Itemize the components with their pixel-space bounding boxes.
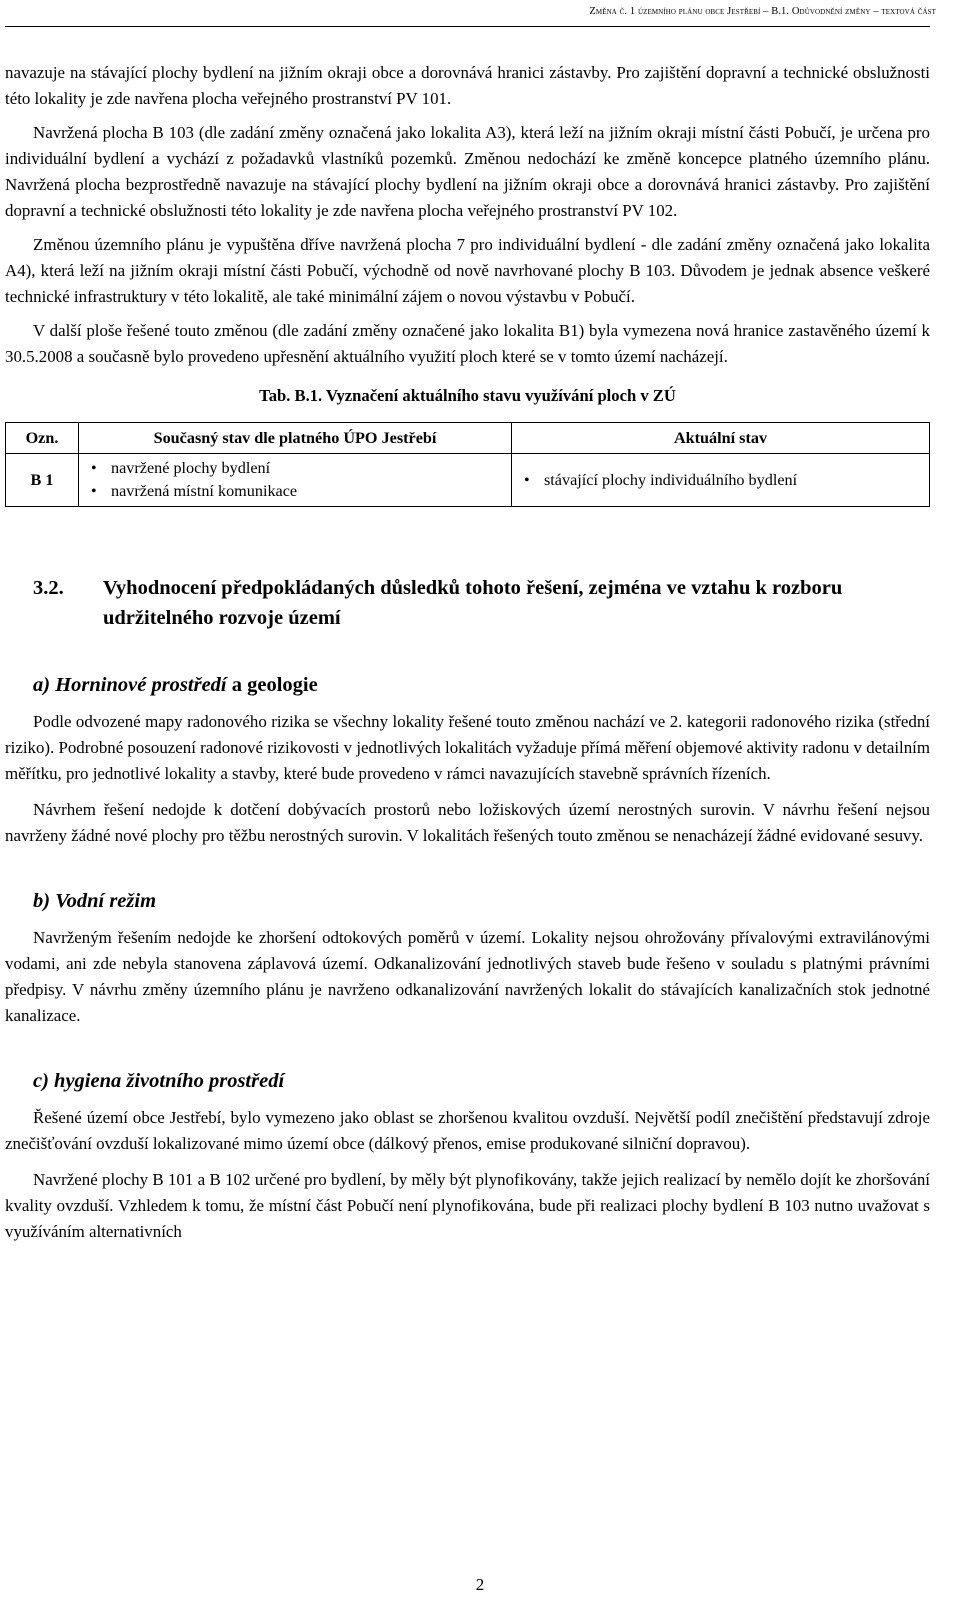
paragraph-removed-plot: Změnou územního plánu je vypuštěna dříve navržená plocha 7 pro individuální bydlení - dle zadání změny označená jako lokalita A4), která leží na jižním okraji místní části Pobučí, východně od nově navrhované plochy B 103. Důvodem je jednak absence veškeré technické infrastruktury v této lokalitě, ale také minimální zájem o novou výstavbu v Pobučí. (5, 235, 930, 306)
list-item: • navržené plochy bydlení (85, 457, 505, 480)
subsection-heading-a (33, 671, 930, 699)
paragraph-b1-boundary: V další ploše řešené touto změnou (dle zadání změny označené jako lokalita B1) byla vymezena nová hranice zastavěného území k 30.5.2008 a současně bylo provedeno upřesnění aktuálního využití ploch které se v tomto území nacházejí. (5, 321, 930, 366)
table-cell-current (79, 454, 512, 507)
running-header: Změna č. 1 územního plánu obce Jestřebí – B.1. Odůvodnění změny – textová část (589, 6, 936, 17)
subsection-title-a: a) Horninové prostředí (33, 674, 227, 696)
paragraph-water: Navrženým řešením nedojde ke zhoršení odtokových poměrů v území. Lokality nejsou ohrožovány přívalovými extravilánovými vodami, ani zde nebyla stanovena záplavová území. Odkanalizování jednotlivých staveb bude řešeno v souladu s platnými právními předpisy. V návrhu změny územního plánu je navrženo odkanalizování navržených lokalit do stávajících kanalizačních stok jednotné kanalizace. (5, 928, 930, 1025)
subsection-heading-c: c) hygiena životního prostředí (33, 1070, 285, 1092)
table-header-code: Ozn. (6, 423, 79, 454)
list-item: • navržená místní komunikace (85, 480, 505, 503)
subsection-title-a-suffix: a geologie (226, 674, 318, 696)
paragraph-mining: Návrhem řešení nedojde k dotčení dobývacích prostorů nebo ložiskových území nerostných surovin. V návrhu řešení nejsou navrženy žádné nové plochy pro těžbu nerostných surovin. V lokalitách řešených touto změnou se nenacházejí žádné evidované sesuvy. (5, 800, 930, 845)
table-cell-actual (512, 454, 930, 507)
paragraph-air-quality: Řešené území obce Jestřebí, bylo vymezeno jako oblast se zhoršenou kvalitou ovzduší. Největší podíl znečištění představují zdroje znečišťování ovzduší lokalizované mimo území obce (dálkový přenos, emise produkované silniční dopravou). (5, 1108, 930, 1153)
subsection-heading-b: b) Vodní režim (33, 890, 157, 912)
table-cell-code: B 1 (6, 454, 79, 507)
paragraph-radon: Podle odvozené mapy radonového rizika se všechny lokality řešené touto změnou nachází ve 2. kategorii radonového rizika (střední riziko). Podrobné posouzení radonové rizikovosti v jednotlivých lokalitách vyžaduje přímá měření objemové aktivity radonu v detailním měřítku, pro jednotlivé lokality a stavby, které bude provedeno v rámci navazujících stavebně správních řízeních. (5, 712, 930, 783)
section-heading (5, 573, 930, 633)
table-header-current: Současný stav dle platného ÚPO Jestřebí (79, 423, 512, 454)
paragraph-gasification: Navržené plochy B 101 a B 102 určené pro bydlení, by měly být plynofikovány, takže jejich realizací by nemělo dojít ke zhoršování kvality ovzduší. Vzhledem k tomu, že místní část Pobučí není plynofikována, bude při realizaci plochy bydlení B 103 nutno uvažovat s využíváním alternativních (5, 1170, 930, 1241)
page-number: 2 (475, 1575, 485, 1594)
paragraph-pv101: navazuje na stávající plochy bydlení na jižním okraji obce a dorovnává hranici zástavby. Pro zajištění dopravní a technické obslužnosti této lokality je zde navřena plocha veřejného prostranství PV 101. (5, 63, 930, 108)
land-use-table (5, 422, 930, 507)
section-number: 3.2. (33, 577, 64, 599)
list-item: • stávající plochy individuálního bydlení (518, 469, 923, 492)
table-caption: Tab. B.1. Vyznačení aktuálního stavu využívání ploch v ZÚ (259, 386, 676, 405)
header-rule (5, 26, 930, 27)
table-header-row (6, 423, 930, 454)
table-row (6, 454, 930, 507)
table-header-actual: Aktuální stav (512, 423, 930, 454)
section-title: Vyhodnocení předpokládaných důsledků tohoto řešení, zejména ve vztahu k rozboru udržitelného rozvoje území (103, 577, 843, 629)
page-content (5, 60, 930, 1245)
paragraph-b103: Navržená plocha B 103 (dle zadání změny označená jako lokalita A3), která leží na jižním okraji místní části Pobučí, je určena pro individuální bydlení a vychází z požadavků vlastníků pozemků. Změnou nedochází ke změně koncepce platného územního plánu. Navržená plocha bezprostředně navazuje na stávající plochy bydlení na jižním okraji obce a dorovnává hranici zástavby. Pro zajištění dopravní a technické obslužnosti této lokality je zde navřena plocha veřejného prostranství PV 102. (5, 123, 930, 220)
